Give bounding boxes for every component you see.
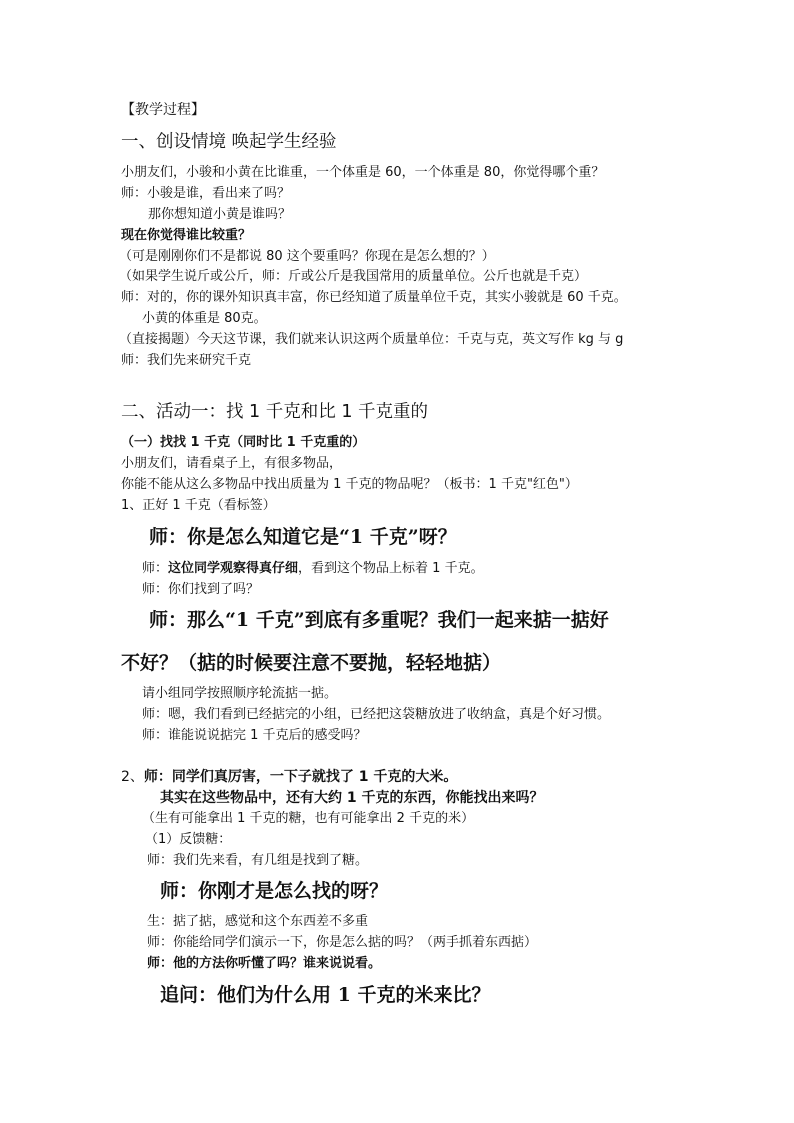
paragraph-line: （1）反馈糖： [145,832,232,847]
emphasis-text: 这位同学观察得真仔细 [168,561,299,576]
paragraph-line: 师：谁能说说掂完 1 千克后的感受吗？ [142,728,367,743]
paragraph-line [121,770,457,784]
section-1-title: 一、创设情境 唤起学生经验 [121,132,337,152]
emphasis-text: 师：同学们真厉害，一下子就找了 1 千克的大米。 [143,769,458,785]
paragraph-line: 现在你觉得谁比较重？ [121,228,252,243]
key-question: 师：那么“1 千克”到底有多重呢？我们一起来掂一掂好 [149,609,609,631]
section-heading: 【教学过程】 [121,102,205,118]
list-number: 2、 [121,769,144,785]
paragraph-line: （直接揭题）今天这节课，我们就来认识这两个质量单位：千克与克，英文写作 kg 与 g [119,332,624,347]
key-question: 师：你刚才是怎么找的呀？ [160,880,389,902]
subsection-title: （一）找找 1 千克（同时比 1 千克重的） [121,435,366,450]
paragraph-line: 师：你们找到了吗？ [142,582,260,597]
paragraph-line: 请小组同学按照顺序轮流掂一掂。 [142,686,338,701]
paragraph-line: 师：我们先来看，有几组是找到了糖。 [147,853,369,868]
paragraph-line: 小朋友们，请看桌子上，有很多物品， [121,456,343,471]
paragraph-line: 师：你能给同学们演示一下，你是怎么掂的吗？（两手抓着东西掂） [147,935,538,950]
paragraph-line: 师：小骏是谁，看出来了吗？ [121,186,291,201]
paragraph-line: 师：对的，你的课外知识真丰富，你已经知道了质量单位千克，其实小骏就是 60 千克。 [121,290,627,305]
paragraph-line: 其实在这些物品中，还有大约 1 千克的东西，你能找出来吗？ [160,790,544,806]
paragraph-line: 生：掂了掂，感觉和这个东西差不多重 [147,914,369,929]
paragraph-line: 师：他的方法你听懂了吗？谁来说说看。 [147,956,382,971]
paragraph-line [142,562,484,575]
key-question: 追问：他们为什么用 1 千克的米来比？ [160,984,491,1006]
paragraph-line: 小朋友们，小骏和小黄在比谁重，一个体重是 60，一个体重是 80，你觉得哪个重？ [121,165,605,180]
paragraph-line: （可是刚刚你们不是都说 80 这个要重吗？你现在是怎么想的？） [119,249,495,264]
paragraph-line: 1、正好 1 千克（看标签） [121,498,276,513]
speaker-label: 师： [142,561,169,576]
paragraph-line: 师：我们先来研究千克 [121,353,252,368]
paragraph-line: 师：嗯，我们看到已经掂完的小组，已经把这袋糖放进了收纳盒，真是个好习惯。 [142,707,611,722]
key-question: 师：你是怎么知道它是“1 千克”呀？ [149,526,457,548]
section-2-title: 二、活动一：找 1 千克和比 1 千克重的 [121,402,429,422]
paragraph-line: （如果学生说斤或公斤，师：斤或公斤是我国常用的质量单位。公斤也就是千克） [119,269,588,284]
key-question: 不好？（掂的时候要注意不要抛，轻轻地掂） [121,652,502,674]
paragraph-line: 小黄的体重是 80克。 [142,311,267,326]
paragraph-line: 你能不能从这么多物品中找出质量为 1 千克的物品呢？（板书：1 千克"红色"） [121,477,578,492]
paragraph-line: 那你想知道小黄是谁吗？ [148,207,292,222]
paragraph-text: ，看到这个物品上标着 1 千克。 [298,561,484,576]
paragraph-line: （生有可能拿出 1 千克的糖，也有可能拿出 2 千克的米） [142,811,475,826]
